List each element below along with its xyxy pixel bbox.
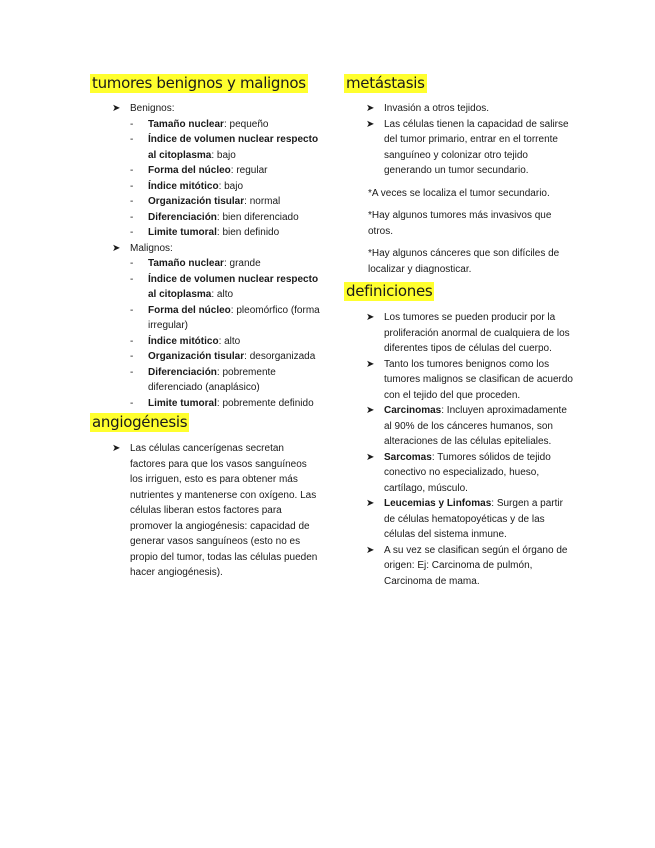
- arrow-bullet-icon: ➤: [112, 103, 121, 114]
- section-title-angiogenesis: angiogénesis: [92, 413, 188, 431]
- arrow-bullet-icon: ➤: [366, 103, 375, 114]
- list-item: - Tamaño nuclear: pequeño: [130, 118, 269, 130]
- list-item: - Índice de volumen nuclear respecto al citoplasma: bajo: [130, 134, 319, 161]
- angiogenesis-item: ➤ Las células cancerígenas secretan factores para que los vasos sanguíneos los irriguen, esto es para obtener más nutrientes y mantenerse con oxígeno. Las células liberan estos factores para promover la angiogénesis: capacidad de generar vasos sanguíneos (esto no es propio del tumor, todas las células pueden hacer angiogénesis).: [112, 443, 318, 578]
- section-title-metastasis: metástasis: [346, 74, 425, 92]
- arrow-bullet-icon: ➤: [366, 405, 375, 416]
- section-title-definiciones: definiciones: [346, 282, 433, 300]
- list-item: - Diferenciación: bien diferenciado: [130, 211, 299, 223]
- list-item: ➤ Sarcomas: Tumores sólidos de tejido conectivo no especializado, hueso, cartílago, músculo.: [366, 451, 551, 494]
- list-item: - Diferenciación: pobremente diferenciado (anaplásico): [130, 366, 276, 393]
- arrow-bullet-icon: ➤: [366, 451, 375, 463]
- left-column: [90, 74, 322, 581]
- malignos-item: ➤ Malignos:: [90, 241, 322, 257]
- list-item: ➤ A su vez se clasifican según el órgano de origen: Ej: Carcinoma de pulmón, Carcinoma de mama.: [366, 544, 568, 587]
- arrow-bullet-icon: ➤: [366, 544, 375, 556]
- list-item: - Organización tisular: desorganizada: [130, 351, 316, 362]
- list-item: - Limite tumoral: pobremente definido: [130, 397, 314, 409]
- list-item: - Índice mitótico: alto: [130, 335, 241, 347]
- list-item: ➤ Las células tienen la capacidad de salirse del tumor primario, entrar en el torrente sanguíneo y colonizar otro tejido generando un tumor secundario.: [366, 118, 569, 176]
- note: *Hay algunos tumores más invasivos que otros.: [368, 210, 552, 237]
- arrow-bullet-icon: ➤: [366, 358, 375, 370]
- malignos-list: [90, 256, 322, 411]
- benignos-list: [90, 117, 322, 241]
- list-item: - Forma del núcleo: regular: [130, 165, 268, 176]
- benignos-item: ➤ Benignos:: [90, 101, 322, 117]
- right-column: [344, 74, 576, 589]
- arrow-bullet-icon: ➤: [112, 242, 121, 254]
- arrow-bullet-icon: ➤: [366, 312, 375, 323]
- list-item: ➤ Invasión a otros tejidos.: [344, 101, 576, 117]
- arrow-bullet-icon: ➤: [112, 443, 121, 454]
- list-item: ➤ Carcinomas: Incluyen aproximadamente al 90% de los cánceres humanos, son alteraciones de las células epiteliales.: [366, 405, 567, 447]
- list-item: - Índice de volumen nuclear respecto al citoplasma: alto: [130, 273, 319, 300]
- note: *A veces se localiza el tumor secundario.: [368, 187, 550, 199]
- list-item: ➤ Leucemias y Linfomas: Surgen a partir de células hematopoyéticas y de las células del sistema inmune.: [366, 498, 563, 540]
- note: *Hay algunos cánceres que son difíciles de localizar y diagnosticar.: [368, 248, 560, 275]
- arrow-bullet-icon: ➤: [366, 498, 375, 509]
- list-item: - Forma del núcleo: pleomórfico (forma irregular): [130, 304, 320, 331]
- list-item: ➤ Tanto los tumores benignos como los tumores malignos se clasifican de acuerdo con el tejido del que proceden.: [366, 358, 573, 401]
- list-item: ➤ Los tumores se pueden producir por la proliferación anormal de cualquiera de los diferentes tipos de células del cuerpo.: [366, 312, 570, 354]
- arrow-bullet-icon: ➤: [366, 118, 375, 130]
- list-item: - Tamaño nuclear: grande: [130, 258, 261, 269]
- list-item: - Organización tisular: normal: [130, 196, 281, 207]
- section-title-tumores: tumores benignos y malignos: [92, 74, 306, 92]
- list-item: - Índice mitótico: bajo: [130, 180, 244, 192]
- list-item: - Limite tumoral: bien definido: [130, 227, 280, 238]
